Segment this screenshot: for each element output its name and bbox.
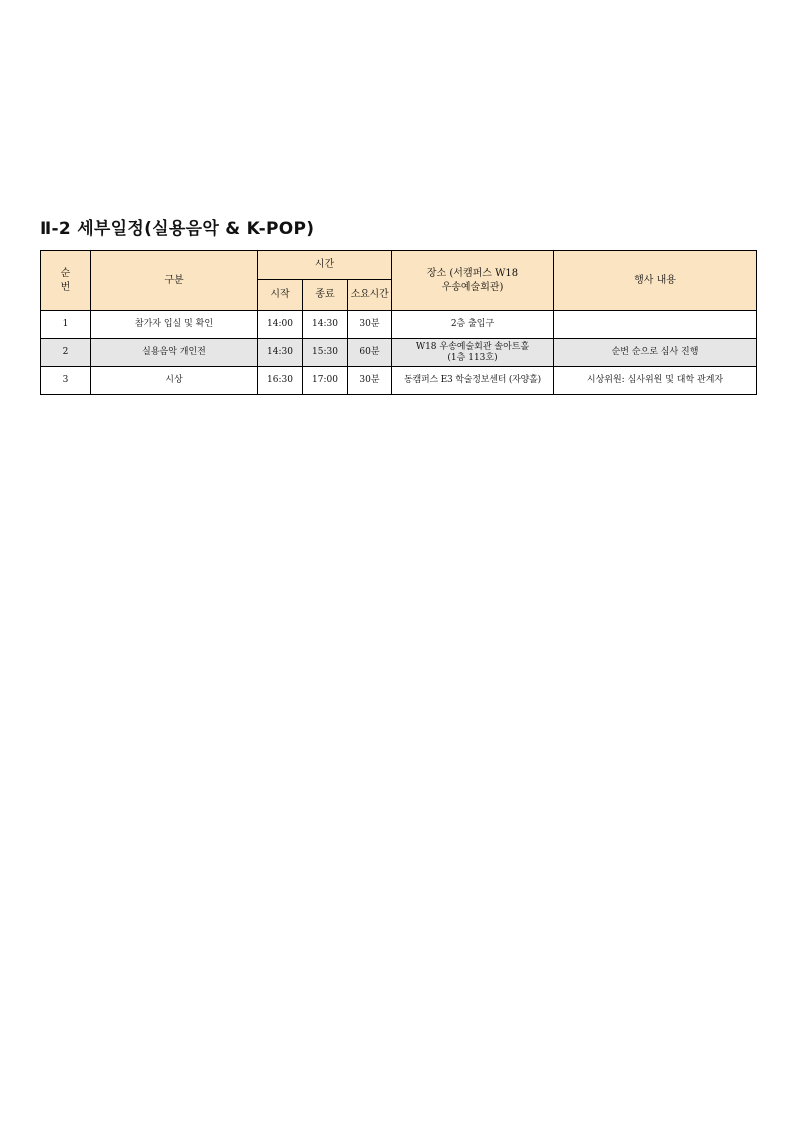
cell-end: 15:30 bbox=[303, 339, 348, 367]
cell-no: 1 bbox=[41, 311, 91, 339]
header-no-line1: 순 bbox=[60, 267, 71, 279]
header-no bbox=[41, 251, 91, 311]
header-place-line2: 우송예술회관) bbox=[441, 281, 504, 293]
header-content: 행사 내용 bbox=[554, 251, 757, 311]
cell-start: 16:30 bbox=[258, 367, 303, 395]
cell-place-line1: 동캠퍼스 E3 학술정보센터 (자양홀) bbox=[404, 375, 541, 385]
cell-no: 2 bbox=[41, 339, 91, 367]
cell-category: 실용음악 개인전 bbox=[91, 339, 258, 367]
header-no-line2: 번 bbox=[60, 281, 71, 293]
cell-content bbox=[554, 311, 757, 339]
cell-place bbox=[392, 311, 554, 339]
header-row bbox=[41, 251, 757, 280]
cell-place bbox=[392, 367, 554, 395]
cell-content: 시상위원: 심사위원 및 대학 관계자 bbox=[554, 367, 757, 395]
header-start: 시작 bbox=[258, 280, 303, 311]
cell-place-line1: W18 우송예술회관 솔아트홀 bbox=[415, 341, 530, 352]
cell-duration: 60분 bbox=[348, 339, 392, 367]
cell-category: 시상 bbox=[91, 367, 258, 395]
section-title: Ⅱ-2 세부일정(실용음악 & K-POP) bbox=[40, 219, 315, 239]
cell-duration: 30분 bbox=[348, 367, 392, 395]
cell-end: 14:30 bbox=[303, 311, 348, 339]
cell-start: 14:00 bbox=[258, 311, 303, 339]
cell-no: 3 bbox=[41, 367, 91, 395]
header-duration: 소요시간 bbox=[348, 280, 392, 311]
header-category: 구분 bbox=[91, 251, 258, 311]
cell-duration: 30분 bbox=[348, 311, 392, 339]
header-place bbox=[392, 251, 554, 311]
header-end: 종료 bbox=[303, 280, 348, 311]
cell-place-line1: 2층 출입구 bbox=[450, 319, 495, 329]
table-row bbox=[41, 339, 757, 367]
cell-place-line2: (1층 113호) bbox=[447, 352, 498, 363]
cell-place bbox=[392, 339, 554, 367]
schedule-table bbox=[40, 250, 757, 395]
cell-start: 14:30 bbox=[258, 339, 303, 367]
cell-content: 순번 순으로 심사 진행 bbox=[554, 339, 757, 367]
cell-end: 17:00 bbox=[303, 367, 348, 395]
table-row bbox=[41, 367, 757, 395]
header-place-line1: 장소 (서캠퍼스 W18 bbox=[426, 267, 519, 279]
cell-category: 참가자 입실 및 확인 bbox=[91, 311, 258, 339]
header-time: 시간 bbox=[258, 251, 392, 280]
table-row bbox=[41, 311, 757, 339]
